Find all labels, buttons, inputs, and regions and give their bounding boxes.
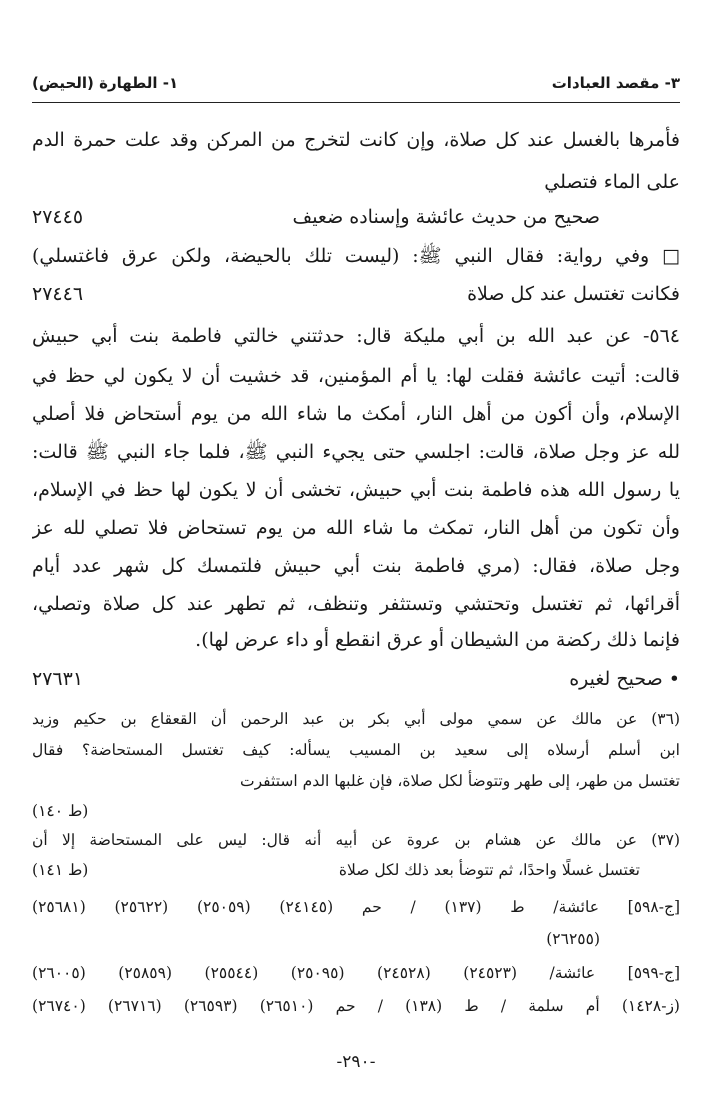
body-line: وجل صلاة، فقال: (مري فاطمة بنت أبي حبيش فلتمسك كل شهر عدد أيام: [32, 555, 680, 577]
grading-line: صحيح من حديث عائشة وإسناده ضعيف: [292, 206, 600, 228]
ref-number: ٢٧٤٤٦: [32, 283, 84, 305]
body-line: فإنما ذلك ركضة من الشيطان أو عرق انقطع أو داء عرض لها).: [195, 629, 680, 651]
header-divider: [32, 102, 680, 103]
page-number: -٢٩٠-: [336, 1052, 376, 1072]
body-line: فأمرها بالغسل عند كل صلاة، وإن كانت لتخرج من المركن وقد علت حمرة الدم: [32, 129, 680, 151]
body-line: لله عز وجل صلاة، قالت: اجلسي حتى يجيء النبي ﷺ، فلما جاء النبي ﷺ قالت:: [32, 441, 680, 463]
body-line: على الماء فتصلي: [544, 171, 680, 193]
note-source: (ط ١٤١): [32, 861, 89, 879]
note-line: (٣٧) عن مالك عن هشام بن عروة عن أبيه أنه قال: ليس على المستحاضة إلا أن: [32, 831, 680, 849]
reference-line: (ز-١٤٢٨) أم سلمة / ط (١٣٨) / حم (٢٦٥١٠) (٢٦٥٩٣) (٢٦٧١٦) (٢٦٧٤٠): [32, 997, 680, 1015]
ref-number: ٢٧٤٤٥: [32, 206, 84, 228]
body-line: وأن تكون من أهل النار، تمكث ما شاء الله من يوم تستحاض فلا تصلي لله عز: [32, 517, 680, 539]
body-line: قالت: أتيت عائشة فقلت لها: يا أم المؤمنين، قد خشيت أن لا يكون لي حظ في: [32, 365, 680, 387]
note-source: (ط ١٤٠): [32, 802, 89, 820]
reference-line: [ج-٥٩٨] عائشة/ ط (١٣٧) / حم (٢٤١٤٥) (٢٥٠٥٩) (٢٥٦٢٢) (٢٥٦٨١): [32, 898, 680, 916]
note-line: ابن أسلم أرسلاه إلى سعيد بن المسيب يسأله: كيف تغتسل المستحاضة؟ فقال: [32, 741, 680, 759]
body-line: أقرائها، ثم تغتسل وتحتشي وتستثفر وتنظف، ثم تطهر عند كل صلاة وتصلي،: [32, 593, 680, 615]
note-line: تغتسل من طهر، إلى طهر وتتوضأ لكل صلاة، فإن غلبها الدم استثفرت: [240, 772, 680, 790]
running-header: [32, 68, 680, 98]
body-line: الإسلام، وأن أكون من أهل النار، أمكث ما شاء الله من يوم أستحاض فلا أصلي: [32, 403, 680, 425]
body-line: ٥٦٤- عن عبد الله بن أبي مليكة قال: حدثتني خالتي فاطمة بنت أبي حبيش: [32, 325, 680, 347]
body-line: □ وفي رواية: فقال النبي ﷺ: (ليست تلك بالحيضة، ولكن عرق فاغتسلي): [32, 245, 680, 267]
header-section: ٣- مقصد العبادات: [551, 74, 680, 92]
ref-number: ٢٧٦٣١: [32, 668, 84, 690]
body-line: يا رسول الله هذه فاطمة بنت أبي حبيش، تخشى أن لا يكون لها حظ في الإسلام،: [32, 479, 680, 501]
header-chapter: ١- الطهارة (الحيض): [32, 74, 179, 92]
reference-line: [ج-٥٩٩] عائشة/ (٢٤٥٢٣) (٢٤٥٢٨) (٢٥٠٩٥) (٢٥٥٤٤) (٢٥٨٥٩) (٢٦٠٠٥): [32, 964, 680, 982]
body-line: فكانت تغتسل عند كل صلاة: [467, 283, 680, 305]
note-line: تغتسل غسلًا واحدًا، ثم تتوضأ بعد ذلك لكل صلاة: [338, 861, 640, 879]
note-line: (٣٦) عن مالك عن سمي مولى أبي بكر بن عبد الرحمن أن القعقاع بن حكيم وزيد: [32, 710, 680, 728]
grading-line: • صحيح لغيره: [569, 668, 680, 690]
reference-line: (٢٦٢٥٥): [546, 930, 600, 948]
